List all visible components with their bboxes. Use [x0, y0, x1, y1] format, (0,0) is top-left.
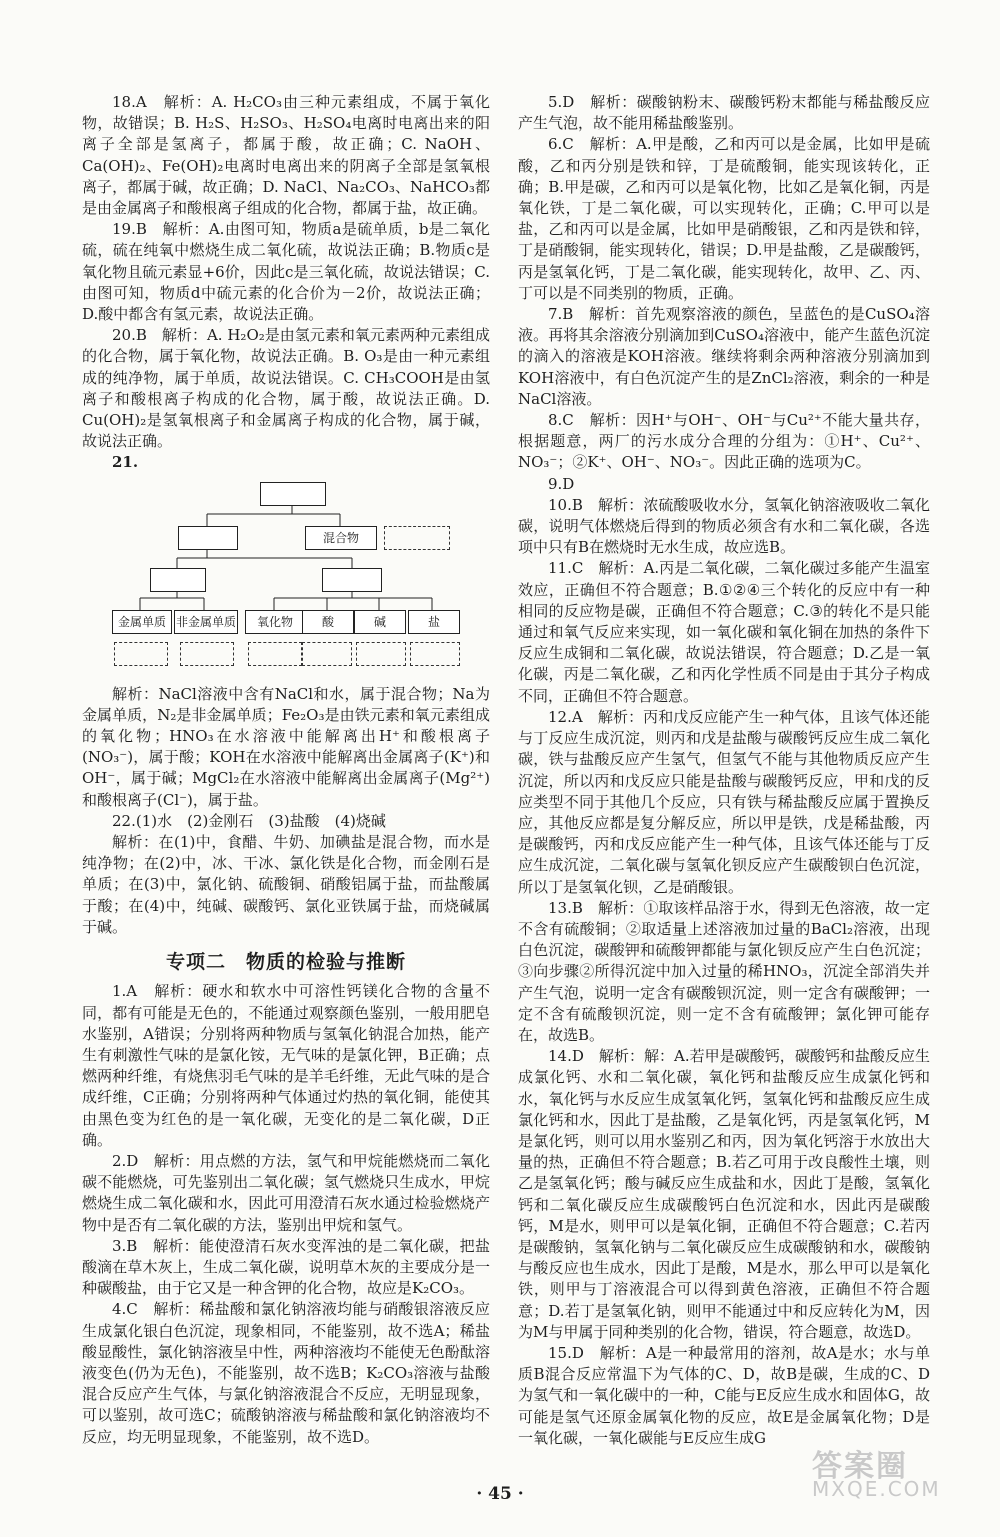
blank-nonmetal: [180, 642, 234, 666]
s2-answer-7: 7.B 解析：首先观察溶液的颜色，呈蓝色的是CuSO₄溶液。再将其余溶液分别滴加到CuSO₄溶液中，能产生蓝色沉淀的滴入的溶液是KOH溶液。继续将剩余两种溶液分别滴加到KOH溶液中，有白色沉淀产生的是ZnCl₂溶液，剩余的一种是NaCl溶液。: [518, 305, 930, 408]
answer-21-analysis: 解析：NaCl溶液中含有NaCl和水，属于混合物；Na为金属单质，N₂是非金属单质；Fe₂O₃是由铁元素和氧元素组成的氧化物；HNO₃在水溶液中能解离出H⁺和酸根离子(NO₃⁻)，属于酸；KOH在水溶液中能解离出金属离子(K⁺)和OH⁻，属于碱；MgCl₂在水溶液中能解离出金属离子(Mg²⁺)和酸根离子(Cl⁻)，属于盐。: [82, 684, 490, 809]
nonmetal-box: 非金属单质: [174, 610, 238, 634]
classification-diagram: [82, 478, 490, 678]
base-box: 碱: [354, 610, 406, 634]
simple-substance-box: [150, 568, 206, 592]
s2-answer-2: 2.D 解析：用点燃的方法，氢气和甲烷能燃烧而二氧化碳不能燃烧，可先鉴别出二氧化碳；氢气燃烧只生成水，甲烷燃烧生成二氧化碳和水，因此可用澄清石灰水通过检验燃烧产物中是否有二氧化碳的方法，鉴别出甲烷和氢气。: [82, 1151, 490, 1234]
pure-substance-box: [178, 526, 238, 550]
mixture-box: 混合物: [305, 526, 377, 550]
s2-answer-13: 13.B 解析：①取该样品溶于水，得到无色溶液，故一定不含有硫酸铜；②取适量上述溶液加过量的BaCl₂溶液，出现白色沉淀，碳酸钾和硫酸钾都能与氯化钡反应产生白色沉淀；③向步骤②所得沉淀中加入过量的稀HNO₃，沉淀全部消失并产生气泡，说明一定含有碳酸钡沉淀，则一定含有碳酸钾；一定不含有硫酸钡沉淀，则一定不含有硫酸钾；氯化钾可能存在，故选B。: [518, 898, 930, 1044]
compound-box: [322, 568, 382, 592]
s2-answer-10: 10.B 解析：浓硫酸吸收水分，氢氧化钠溶液吸收二氧化碳，说明气体燃烧后得到的物质必须含有水和二氧化碳，各选项中只有B在燃烧时无水生成，故应选B。: [518, 495, 930, 557]
blank-salt: [410, 642, 460, 666]
s2-answer-6: 6.C 解析：A.甲是酸，乙和丙可以是金属，比如甲是硫酸，乙和丙分别是铁和锌，丁是硫酸铜，能实现该转化，正确；B.甲是碳，乙和丙可以是氧化物，比如乙是氧化铜，丙是氧化铁，丁是二氧化碳，可以实现转化，正确；C.甲可以是盐，乙和丙可以是金属，比如甲是硝酸银，乙和丙是铁和锌，丁是硝酸铜，能实现转化，错误；D.甲是盐酸，乙是碳酸钙，丙是氢氧化钙，丁是二氧化碳，能实现转化，故甲、乙、丙、丁可以是不同类别的物质，正确。: [518, 135, 930, 302]
s2-answer-3: 3.B 解析：能使澄清石灰水变浑浊的是二氧化碳，把盐酸滴在草木灰上，生成二氧化碳，说明草木灰的主要成分是一种碳酸盐，由于它又是一种含钾的化合物，故应是K₂CO₃。: [82, 1236, 490, 1298]
answer-22: 22.(1)水 (2)金刚石 (3)盐酸 (4)烧碱: [112, 811, 386, 830]
blank-acid: [302, 642, 352, 666]
answer-22-analysis: 解析：在(1)中，食醋、牛奶、加碘盐是混合物，而水是纯净物；在(2)中，冰、干冰、氯化铁是化合物，而金刚石是单质；在(3)中，氯化钠、硫酸铜、硝酸铝属于盐，而盐酸属于酸；在(4)中，纯碱、碳酸钙、氯化亚铁属于盐，而烧碱属于碱。: [82, 833, 490, 936]
metal-box: 金属单质: [112, 610, 172, 634]
mixture-blank: [384, 526, 450, 550]
oxide-box: 氧化物: [245, 610, 305, 634]
s2-answer-12: 12.A 解析：丙和戊反应能产生一种气体，且该气体还能与丁反应生成沉淀，则丙和戊是盐酸与碳酸钙反应生成二氧化碳，铁与盐酸反应产生氢气，但氢气不能与其他物质反应产生沉淀，所以丙和戊反应只能是盐酸与碳酸钙反应，甲和戊的反应类型不同于其他几个反应，只有铁与稀盐酸反应属于置换反应，其他反应都是复分解反应，所以甲是铁，戊是稀盐酸，丙是碳酸钙，丙和戊反应能产生一种气体，且该气体还能与丁反应生成沉淀，二氧化碳与氢氧化钡反应产生碳酸钡白色沉淀，所以丁是氢氧化钡，乙是硝酸银。: [518, 707, 930, 896]
blank-metal: [114, 642, 168, 666]
s2-answer-5: 5.D 解析：碳酸钠粉末、碳酸钙粉末都能与稀盐酸反应产生气泡，故不能用稀盐酸鉴别。: [518, 93, 930, 133]
s2-answer-14: 14.D 解析：解：A.若甲是碳酸钙，碳酸钙和盐酸反应生成氯化钙、水和二氧化碳，氧化钙和盐酸反应生成氯化钙和水，氧化钙与水反应生成氢氧化钙，氢氧化钙和盐酸反应生成氯化钙和水，因此丁是盐酸，乙是氧化钙，丙是氢氧化钙，M是氯化钙，则可以用水鉴别乙和丙，因为氧化钙溶于水放出大量的热，正确但不符合题意；B.若乙可用于改良酸性土壤，则乙是氢氧化钙；酸与碱反应生成盐和水，因此丁是酸，氢氧化钙和二氧化碳反应生成碳酸钙白色沉淀和水，因此丙是碳酸钙，M是水，则甲可以是氧化铜，正确但不符合题意；C.若丙是碳酸钠，氢氧化钠与二氧化碳反应生成碳酸钠和水，碳酸钠与酸反应也生成水，因此丁是酸，M是水，那么甲可以是氧化铁，则甲与丁溶液混合可以得到黄色溶液，正确但不符合题意；D.若丁是氢氧化钠，则甲不能通过中和反应转化为M，因为M与甲属于同种类别的化合物，错误，符合题意，故选D。: [518, 1047, 930, 1341]
blank-base: [356, 642, 406, 666]
s2-answer-15: 15.D 解析：A是一种最常用的溶剂，故A是水；水与单质B混合反应常温下为气体的C、D，故B是碳，生成的C、D为氢气和一氧化碳中的一种，C能与E反应生成水和固体G，故可能是氢气还原金属氧化物的反应，故E是金属氧化物；D是一氧化碳，一氧化碳能与E反应生成G: [518, 1343, 930, 1447]
blank-oxide: [248, 642, 302, 666]
acid-box: 酸: [302, 610, 354, 634]
root-box: [260, 482, 326, 506]
answer-21-label: 21.: [112, 453, 139, 472]
page-number: · 45 ·: [476, 1484, 524, 1504]
s2-answer-11: 11.C 解析：A.丙是二氧化碳，二氧化碳过多能产生温室效应，正确但不符合题意；B.①②④三个转化的反应中有一种相同的反应物是碳，正确但不符合题意；C.③的转化不是只能通过和氧气反应来实现，如一氧化碳和氧化铜在加热的条件下反应生成铜和二氧化碳，故说法错误，符合题意；D.乙是一氧化碳，丙是二氧化碳，乙和丙化学性质不同是由于其分子构成不同，正确但不符合题意。: [518, 559, 930, 705]
salt-box: 盐: [408, 610, 460, 634]
s2-answer-4: 4.C 解析：稀盐酸和氯化钠溶液均能与硝酸银溶液反应生成氯化银白色沉淀，现象相同，不能鉴别，故不选A；稀盐酸显酸性，氯化钠溶液呈中性，两种溶液均不能使无色酚酞溶液变色(仍为无色)，不能鉴别，故不选B；K₂CO₃溶液与盐酸混合反应产生气体，与氯化钠溶液混合不反应，无明显现象，可以鉴别，故可选C；硫酸钠溶液与稀盐酸和氯化钠溶液均不反应，均无明显现象，不能鉴别，故不选D。: [82, 1300, 490, 1446]
left-column: [82, 92, 490, 1448]
answer-20: 20.B 解析：A. H₂O₂是由氢元素和氧元素两种元素组成的化合物，属于氧化物，故说法正确。B. O₃是由一种元素组成的纯净物，属于单质，故说法错误。C. CH₃COOH是由氢离子和酸根离子构成的化合物，属于酸，故说法正确。D. Cu(OH)₂是氢氧根离子和金属离子构成的化合物，属于碱，故说法正确。: [82, 326, 490, 451]
s2-answer-1: 1.A 解析：硬水和软水中可溶性钙镁化合物的含量不同，都有可能是无色的，不能通过观察颜色鉴别，一般用肥皂水鉴别，A错误；分别将两种物质与氢氧化钠混合加热，能产生有刺激性气味的是氯化铵，无气味的是氯化钾，B正确；点燃两种纤维，有烧焦羽毛气味的是羊毛纤维，无此气味的是合成纤维，C正确；分别将两种气体通过灼热的氧化铜，能使其由黑色变为红色的是一氧化碳，无变化的是二氧化碳，D正确。: [82, 982, 490, 1149]
s2-answer-9: 9.D: [548, 474, 575, 493]
answer-18: 18.A 解析：A. H₂CO₃由三种元素组成，不属于氧化物，故错误；B. H₂S、H₂SO₃、H₂SO₄电离时电离出来的阳离子全部是氢离子，都属于酸，故正确；C. NaOH、Ca(OH)₂、Fe(OH)₂电离时电离出来的阴离子全部是氢氧根离子，都属于碱，故正确；D. NaCl、Na₂CO₃、NaHCO₃都是由金属离子和酸根离子组成的化合物，都属于盐，故正确。: [82, 93, 490, 218]
right-column: [518, 92, 930, 1449]
s2-answer-8: 8.C 解析：因H⁺与OH⁻、OH⁻与Cu²⁺不能大量共存，根据题意，两厂的污水成分合理的分组为：①H⁺、Cu²⁺、NO₃⁻；②K⁺、OH⁻、NO₃⁻。因此正确的选项为C。: [518, 411, 930, 472]
answer-19: 19.B 解析：A.由图可知，物质a是硫单质，b是二氧化硫，硫在纯氧中燃烧生成二氧化硫，故说法正确；B.物质c是氧化物且硫元素显+6价，因此c是三氧化硫，故说法错误；C.由图可知，物质d中硫元素的化合价为－2价，故说法正确；D.酸中都含有氢元素，故说法正确。: [82, 220, 490, 324]
watermark-url: MXQE.COM: [812, 1477, 941, 1502]
watermark-text: 答案圈: [812, 1449, 908, 1484]
watermark-logo: [812, 1449, 982, 1526]
section-title: 专项二 物质的检验与推断: [165, 951, 406, 974]
